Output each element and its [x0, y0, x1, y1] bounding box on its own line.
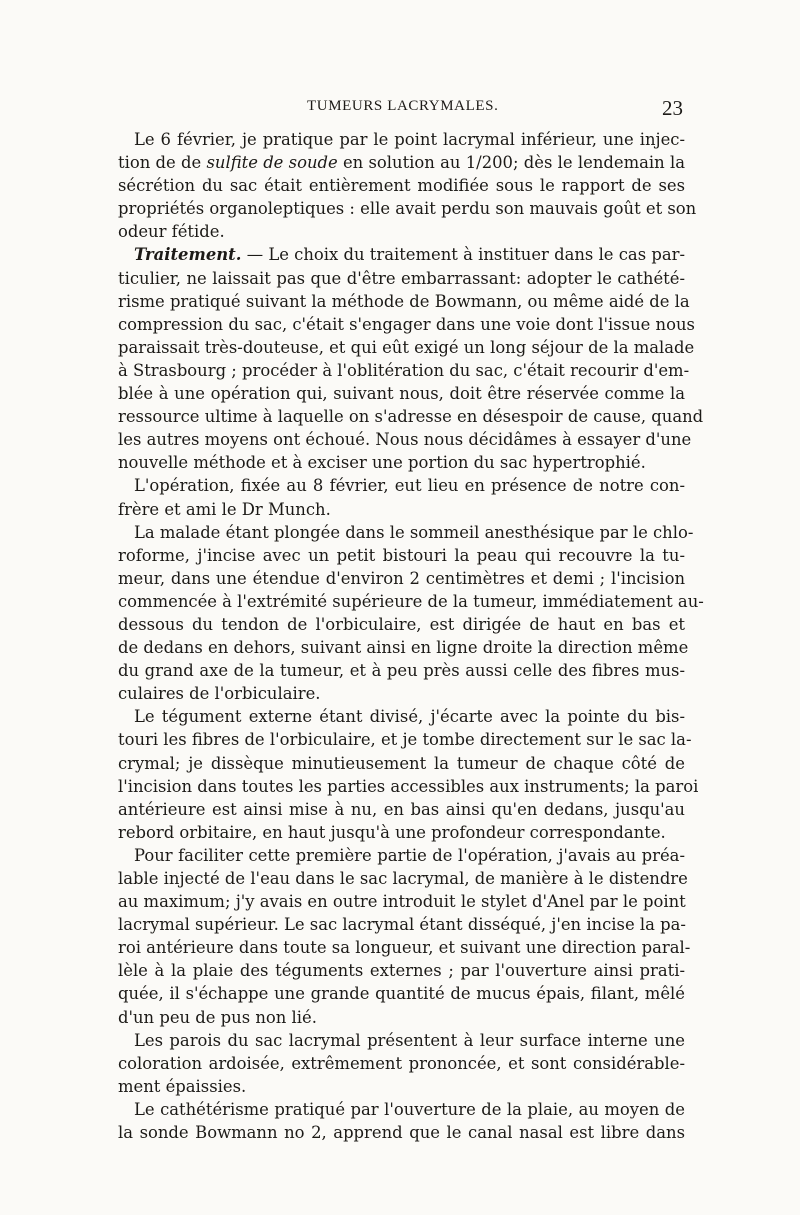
- text-line: lable injecté de l'eau dans le sac lacrymal, de manière à le distendre: [118, 869, 688, 888]
- text-line: paraissait très-douteuse, et qui eût exigé un long séjour de la malade: [118, 337, 695, 357]
- text-line: tion de de sulfite de soude en solution au 1/200; dès le lendemain la: [118, 153, 685, 173]
- text-line: Le cathétérisme pratiqué par l'ouverture de la plaie, au moyen de: [134, 1099, 685, 1119]
- text-line: La malade étant plongée dans le sommeil anesthésique par le chlo-: [134, 522, 694, 542]
- text-line: propriétés organoleptiques : elle avait perdu son mauvais goût et son: [118, 199, 697, 219]
- text-line: culaires de l'orbiculaire.: [118, 684, 321, 704]
- text-line: antérieure est ainsi mise à nu, en bas ainsi qu'en dedans, jusqu'au: [118, 799, 685, 819]
- text-line: coloration ardoisée, extrêmement prononcée, et sont considérable-: [118, 1053, 685, 1073]
- text-line: Les parois du sac lacrymal présentent à leur surface interne une: [134, 1030, 685, 1050]
- text-line: d'un peu de pus non lié.: [118, 1007, 317, 1027]
- text-line: commencée à l'extrémité supérieure de la tumeur, immédiatement au-: [118, 591, 704, 611]
- text-line: roi antérieure dans toute sa longueur, et suivant une direction paral-: [118, 938, 691, 958]
- text-line: ticulier, ne laissait pas que d'être embarrassant: adopter le cathété-: [118, 268, 685, 288]
- text-line: ressource ultime à laquelle on s'adresse en désespoir de cause, quand: [118, 407, 704, 427]
- running-title: TUMEURS LACRYMALES.: [307, 98, 499, 114]
- text-line: quée, il s'échappe une grande quantité de mucus épais, filant, mêlé: [118, 984, 685, 1004]
- italic-emphasis: sulfite de soude: [206, 153, 338, 173]
- text-line: odeur fétide.: [118, 222, 225, 242]
- text-line: au maximum; j'y avais en outre introduit le stylet d'Anel par le point: [118, 892, 686, 912]
- text-line: touri les fibres de l'orbiculaire, et je tombe directement sur le sac la-: [118, 730, 692, 750]
- body-text: [118, 128, 704, 1144]
- text-line: sécrétion du sac était entièrement modifiée sous le rapport de ses: [118, 176, 685, 196]
- text-line: la sonde Bowmann no 2, apprend que le canal nasal est libre dans: [118, 1123, 685, 1143]
- text-line: crymal; je dissèque minutieusement la tumeur de chaque côté de: [118, 753, 685, 773]
- text-line: de dedans en dehors, suivant ainsi en ligne droite la direction même: [118, 638, 689, 658]
- text-line: compression du sac, c'était s'engager dans une voie dont l'issue nous: [118, 314, 695, 334]
- page-number: 23: [662, 96, 683, 120]
- text-line: dessous du tendon de l'orbiculaire, est dirigée de haut en bas et: [118, 614, 685, 634]
- text-line: Le 6 février, je pratique par le point lacrymal inférieur, une injec-: [134, 130, 685, 149]
- text-line: frère et ami le Dr Munch.: [118, 499, 331, 519]
- text-line: lacrymal supérieur. Le sac lacrymal étant disséqué, j'en incise la pa-: [118, 915, 686, 935]
- text-line: Le tégument externe étant divisé, j'écarte avec la pointe du bis-: [134, 707, 685, 727]
- text-line: blée à une opération qui, suivant nous, doit être réservée comme la: [118, 384, 685, 404]
- text-line: Traitement. — Le choix du traitement à instituer dans le cas par-: [134, 245, 685, 265]
- text-line: ment épaissies.: [118, 1076, 247, 1096]
- text-line: meur, dans une étendue d'environ 2 centimètres et demi ; l'incision: [118, 568, 685, 588]
- text-line: du grand axe de la tumeur, et à peu près aussi celle des fibres mus-: [118, 661, 685, 681]
- text-line: L'opération, fixée au 8 février, eut lieu en présence de notre con-: [134, 476, 685, 496]
- text-line: l'incision dans toutes les parties accessibles aux instruments; la paroi: [118, 776, 699, 796]
- text-line: nouvelle méthode et à exciser une portion du sac hypertrophié.: [118, 453, 646, 473]
- italic-emphasis: Traitement.: [134, 245, 242, 265]
- page-header: [118, 96, 683, 122]
- text-line: risme pratiqué suivant la méthode de Bowmann, ou même aidé de la: [118, 291, 690, 311]
- text-line: Pour faciliter cette première partie de l'opération, j'avais au préa-: [134, 845, 685, 865]
- text-line: roforme, j'incise avec un petit bistouri la peau qui recouvre la tu-: [118, 545, 685, 565]
- text-line: lèle à la plaie des téguments externes ; par l'ouverture ainsi prati-: [118, 961, 685, 981]
- text-line: rebord orbitaire, en haut jusqu'à une profondeur correspondante.: [118, 822, 666, 842]
- text-line: les autres moyens ont échoué. Nous nous décidâmes à essayer d'une: [118, 430, 692, 450]
- text-line: à Strasbourg ; procéder à l'oblitération du sac, c'était recourir d'em-: [118, 360, 690, 380]
